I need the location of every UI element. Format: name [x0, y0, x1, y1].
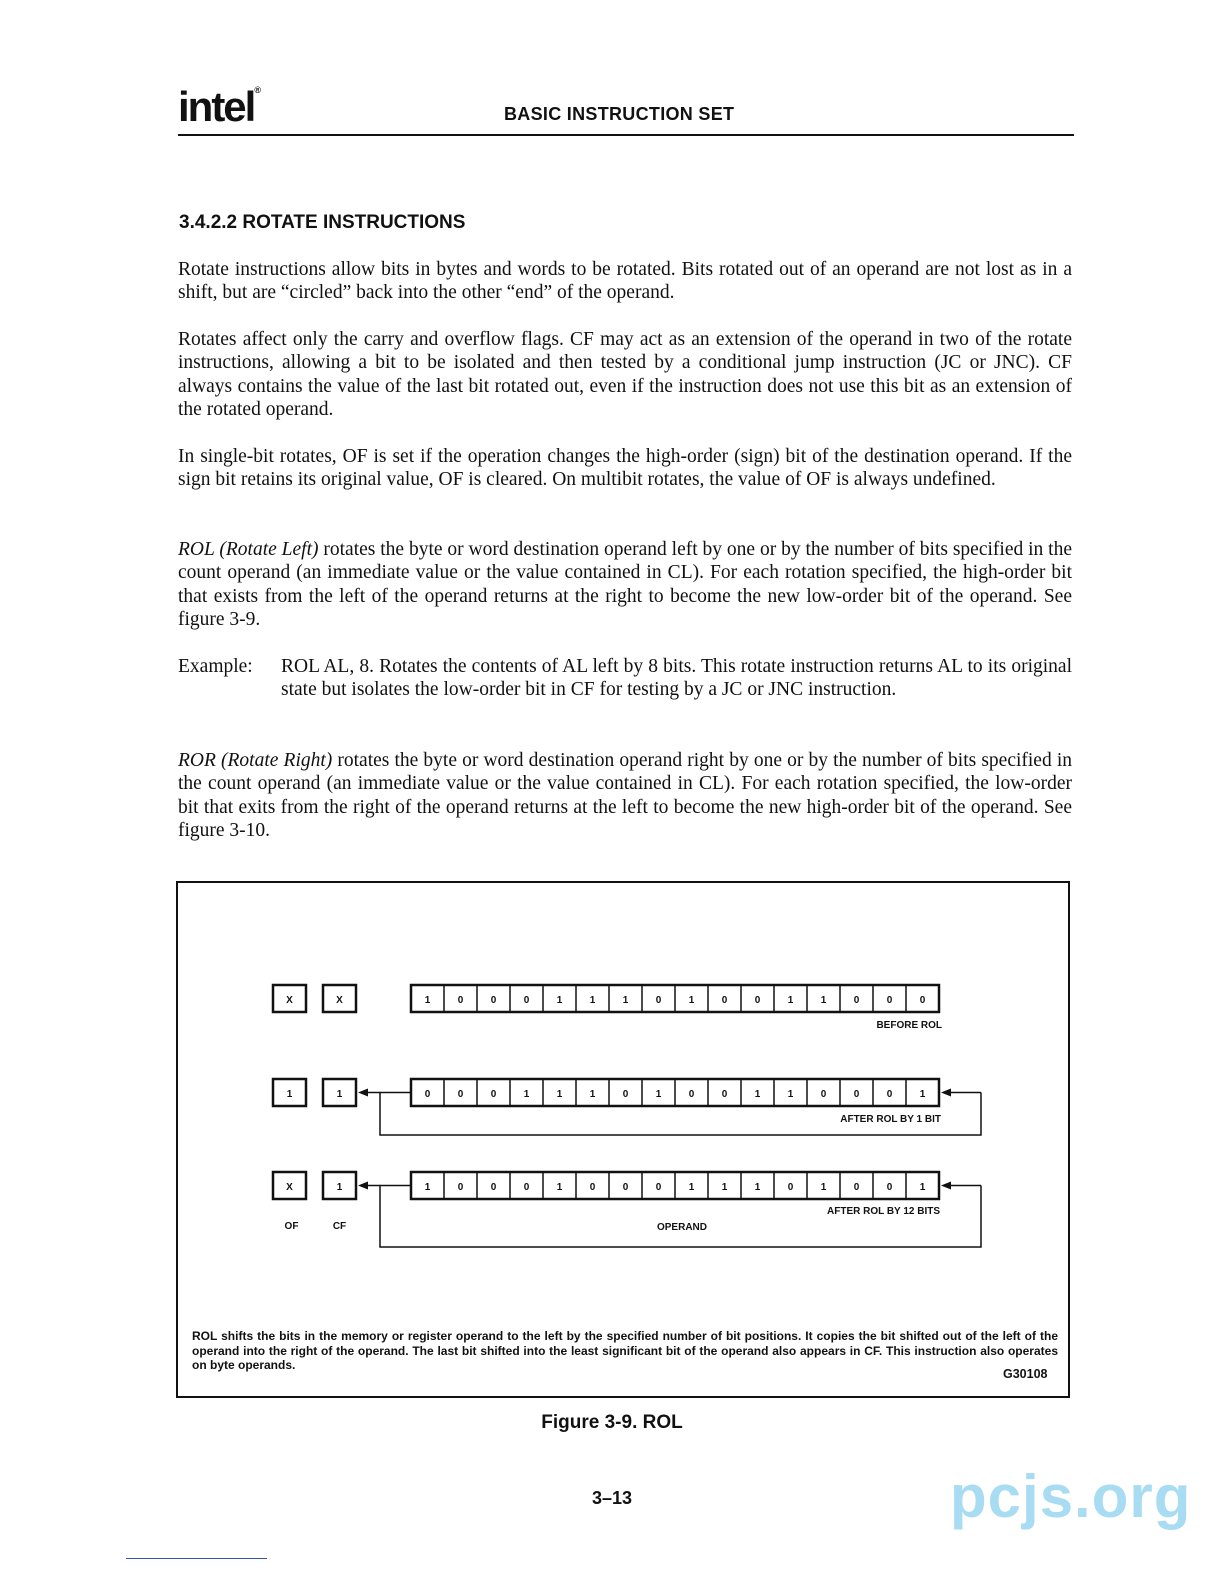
cf-value: 1 — [336, 1182, 343, 1193]
bit-cell: 1 — [688, 995, 695, 1006]
cf-value: X — [336, 995, 343, 1006]
bit-cell: 0 — [853, 1182, 860, 1193]
ror-term: ROR (Rotate Right) — [178, 750, 333, 771]
bit-cell: 1 — [688, 1182, 695, 1193]
intel-logo: intel® — [178, 83, 261, 130]
operand-label: OPERAND — [656, 1222, 708, 1233]
example-label: Example: — [178, 656, 253, 677]
figure-caption: ROL shifts the bits in the memory or register operand to the left by the specified number of bit positions. It copies the bit shifted out of the left of the operand into the right of the operand. The last bit shifted into the least significant bit of the operand also appears in CF. This instruction also operates on byte operands. — [192, 1329, 1058, 1372]
of-value: X — [286, 995, 293, 1006]
bit-cell: 1 — [787, 1089, 794, 1100]
paragraph-single-bit: In single-bit rotates, OF is set if the operation changes the high-order (sign) bit of the destination operand. If the sign bit retains its original value, OF is cleared. On multibit rotates, the value of OF is always undefined. — [178, 446, 1072, 491]
bit-cell: 0 — [853, 1089, 860, 1100]
row-label: AFTER ROL BY 12 BITS — [827, 1206, 940, 1217]
figure-title: Figure 3-9. ROL — [541, 1412, 683, 1433]
paragraph-flags: Rotates affect only the carry and overflow flags. CF may act as an extension of the operand in two of the rotate instructions, allowing a bit to be isolated and then tested by a conditional jump instruction (JC or JNC). CF always contains the value of the last bit rotated out, even if the instruction does not use this bit as an extension of the rotated operand. — [178, 329, 1072, 420]
section-heading: 3.4.2.2 ROTATE INSTRUCTIONS — [179, 212, 466, 233]
row-label: AFTER ROL BY 1 BIT — [840, 1114, 941, 1125]
arrow-head-lsb — [941, 1182, 951, 1190]
cf-value: 1 — [336, 1089, 343, 1100]
arrow-head-cf — [358, 1089, 368, 1097]
bit-cell: 1 — [589, 1089, 596, 1100]
bit-cell: 0 — [490, 995, 497, 1006]
bit-cell: 0 — [787, 1182, 794, 1193]
bit-cell: 0 — [886, 1089, 893, 1100]
bit-cell: 0 — [457, 1182, 464, 1193]
bit-cell: 1 — [556, 1182, 563, 1193]
cf-label: CF — [332, 1221, 347, 1232]
bit-cell: 0 — [490, 1182, 497, 1193]
bit-cell: 0 — [457, 1089, 464, 1100]
bit-cell: 0 — [490, 1089, 497, 1100]
bit-cell: 1 — [820, 1182, 827, 1193]
bit-cell: 0 — [688, 1089, 695, 1100]
arrow-head-lsb — [941, 1089, 951, 1097]
bit-cell: 1 — [589, 995, 596, 1006]
page-number: 3–13 — [591, 1488, 633, 1508]
arrow-head-cf — [358, 1182, 368, 1190]
bit-cell: 1 — [721, 1182, 728, 1193]
watermark: pcjs.org — [950, 1463, 1192, 1530]
bit-cell: 1 — [424, 995, 431, 1006]
bit-cell: 0 — [919, 995, 926, 1006]
bit-cell: 0 — [523, 995, 530, 1006]
figure-id: G30108 — [1003, 1367, 1048, 1381]
bit-cell: 0 — [655, 1182, 662, 1193]
example-text: ROL AL, 8. Rotates the contents of AL left by 8 bits. This rotate instruction returns AL to its original state but isolates the low-order bit in CF for testing by a JC or JNC instruction. — [281, 656, 1072, 701]
bit-cell: 1 — [622, 995, 629, 1006]
bit-cell: 0 — [721, 995, 728, 1006]
bit-cell: 0 — [886, 995, 893, 1006]
bit-cell: 0 — [523, 1182, 530, 1193]
rol-description: rotates the byte or word destination operand left by one or by the number of bits specified in the count operand (an immediate value or the value contained in CL). For each rotation specified, the high-order bit that exists from the left of the operand returns at the right to become the new low-order bit of the operand. See figure 3-9. — [178, 539, 1072, 630]
bit-cell: 1 — [919, 1182, 926, 1193]
bit-cell: 1 — [655, 1089, 662, 1100]
footer-line — [126, 1558, 267, 1559]
bit-cell: 0 — [820, 1089, 827, 1100]
bit-cell: 0 — [622, 1089, 629, 1100]
bit-cell: 1 — [523, 1089, 530, 1100]
of-value: 1 — [286, 1089, 293, 1100]
bit-cell: 0 — [457, 995, 464, 1006]
bit-cell: 1 — [820, 995, 827, 1006]
header-title: BASIC INSTRUCTION SET — [504, 104, 735, 124]
bit-cell: 0 — [622, 1182, 629, 1193]
bit-cell: 0 — [853, 995, 860, 1006]
bit-cell: 1 — [754, 1089, 761, 1100]
of-value: X — [286, 1182, 293, 1193]
ror-description: rotates the byte or word destination operand right by one or by the number of bits specified in the count operand (an immediate value or the value contained in CL). For each rotation specified, the low-order bit that exits from the right of the operand returns at the left to become the new high-order bit of the operand. See figure 3-10. — [178, 750, 1072, 841]
bit-cell: 0 — [721, 1089, 728, 1100]
bit-cell: 1 — [919, 1089, 926, 1100]
bit-cell: 1 — [754, 1182, 761, 1193]
bit-cell: 0 — [754, 995, 761, 1006]
of-label: OF — [284, 1221, 299, 1232]
bit-cell: 0 — [655, 995, 662, 1006]
bit-cell: 0 — [886, 1182, 893, 1193]
paragraph-rotate-intro: Rotate instructions allow bits in bytes and words to be rotated. Bits rotated out of an operand are not lost as in a shift, but are “circled” back into the other “end” of the operand. — [178, 259, 1072, 304]
rol-term: ROL (Rotate Left) — [178, 539, 319, 560]
bit-cell: 1 — [787, 995, 794, 1006]
bit-cell: 0 — [589, 1182, 596, 1193]
row-label: BEFORE ROL — [876, 1020, 942, 1031]
bit-cell: 1 — [424, 1182, 431, 1193]
bit-cell: 1 — [556, 1089, 563, 1100]
bit-cell: 1 — [556, 995, 563, 1006]
bit-cell: 0 — [424, 1089, 431, 1100]
